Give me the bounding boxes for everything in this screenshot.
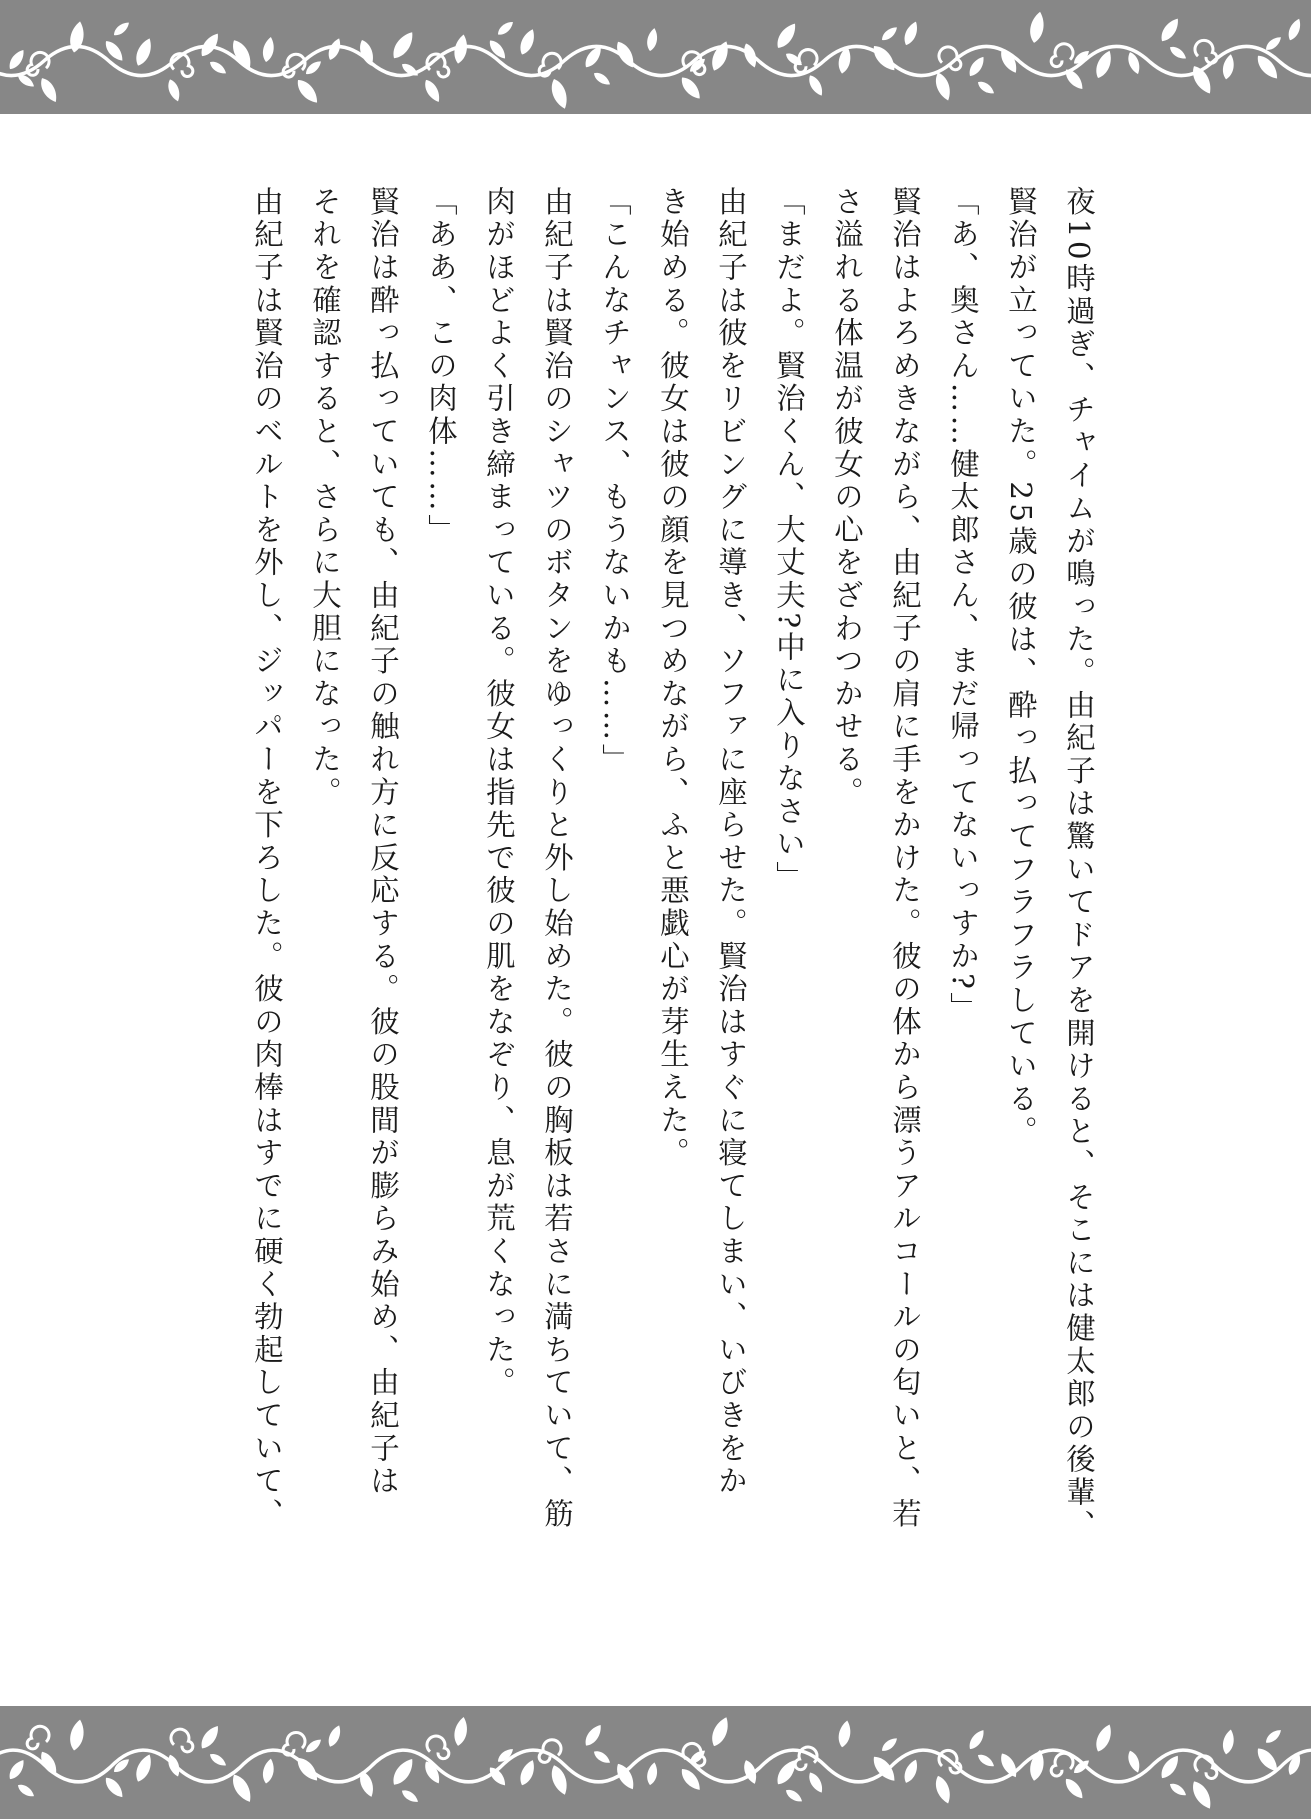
text-line: き始める。彼女は彼の顔を見つめながら、ふと悪戯心が芽生えた。 xyxy=(656,186,690,1170)
text-line: 「まだよ。賢治くん、大丈夫?中に入りなさい」 xyxy=(772,186,806,894)
text-line: 賢治は酔っ払っていても、由紀子の触れ方に反応する。彼の股間が膨らみ始め、由紀子は xyxy=(366,186,400,1498)
text-line: 夜10時過ぎ、チャイムが鳴った。由紀子は驚いてドアを開けると、そこには健太郎の後輩、 xyxy=(1062,186,1096,1543)
text-line: 由紀子は賢治のシャツのボタンをゆっくりと外し始めた。彼の胸板は若さに満ちていて、筋 xyxy=(540,186,574,1531)
text-line: 由紀子は賢治のベルトを外し、ジッパーを下ろした。彼の肉棒はすでに硬く勃起していて、 xyxy=(250,186,284,1531)
text-line: 由紀子は彼をリビングに導き、ソファに座らせた。賢治はすぐに寝てしまい、いびきをか xyxy=(714,186,748,1498)
bottom-vine-border xyxy=(0,1706,1311,1819)
text-line: 賢治はよろめきながら、由紀子の肩に手をかけた。彼の体から漂うアルコールの匂いと、若 xyxy=(888,186,922,1531)
text-line: 「ああ、この肉体……」 xyxy=(424,186,458,547)
vertical-text-body xyxy=(230,186,1100,1626)
vine-ornament xyxy=(0,0,1311,114)
text-line: さ溢れる体温が彼女の心をざわつかせる。 xyxy=(830,186,864,810)
text-line: それを確認すると、さらに大胆になった。 xyxy=(308,186,342,810)
text-line: 肉がほどよく引き締まっている。彼女は指先で彼の肌をなぞり、息が荒くなった。 xyxy=(482,186,516,1400)
text-line: 賢治が立っていた。25歳の彼は、酔っ払ってフラフラしている。 xyxy=(1004,186,1038,1149)
text-line: 「あ、奥さん……健太郎さん、まだ帰ってないっすか?」 xyxy=(946,186,980,1026)
text-line: 「こんなチャンス、もうないかも……」 xyxy=(598,186,632,777)
top-vine-border xyxy=(0,0,1311,114)
vine-ornament xyxy=(0,1706,1311,1819)
